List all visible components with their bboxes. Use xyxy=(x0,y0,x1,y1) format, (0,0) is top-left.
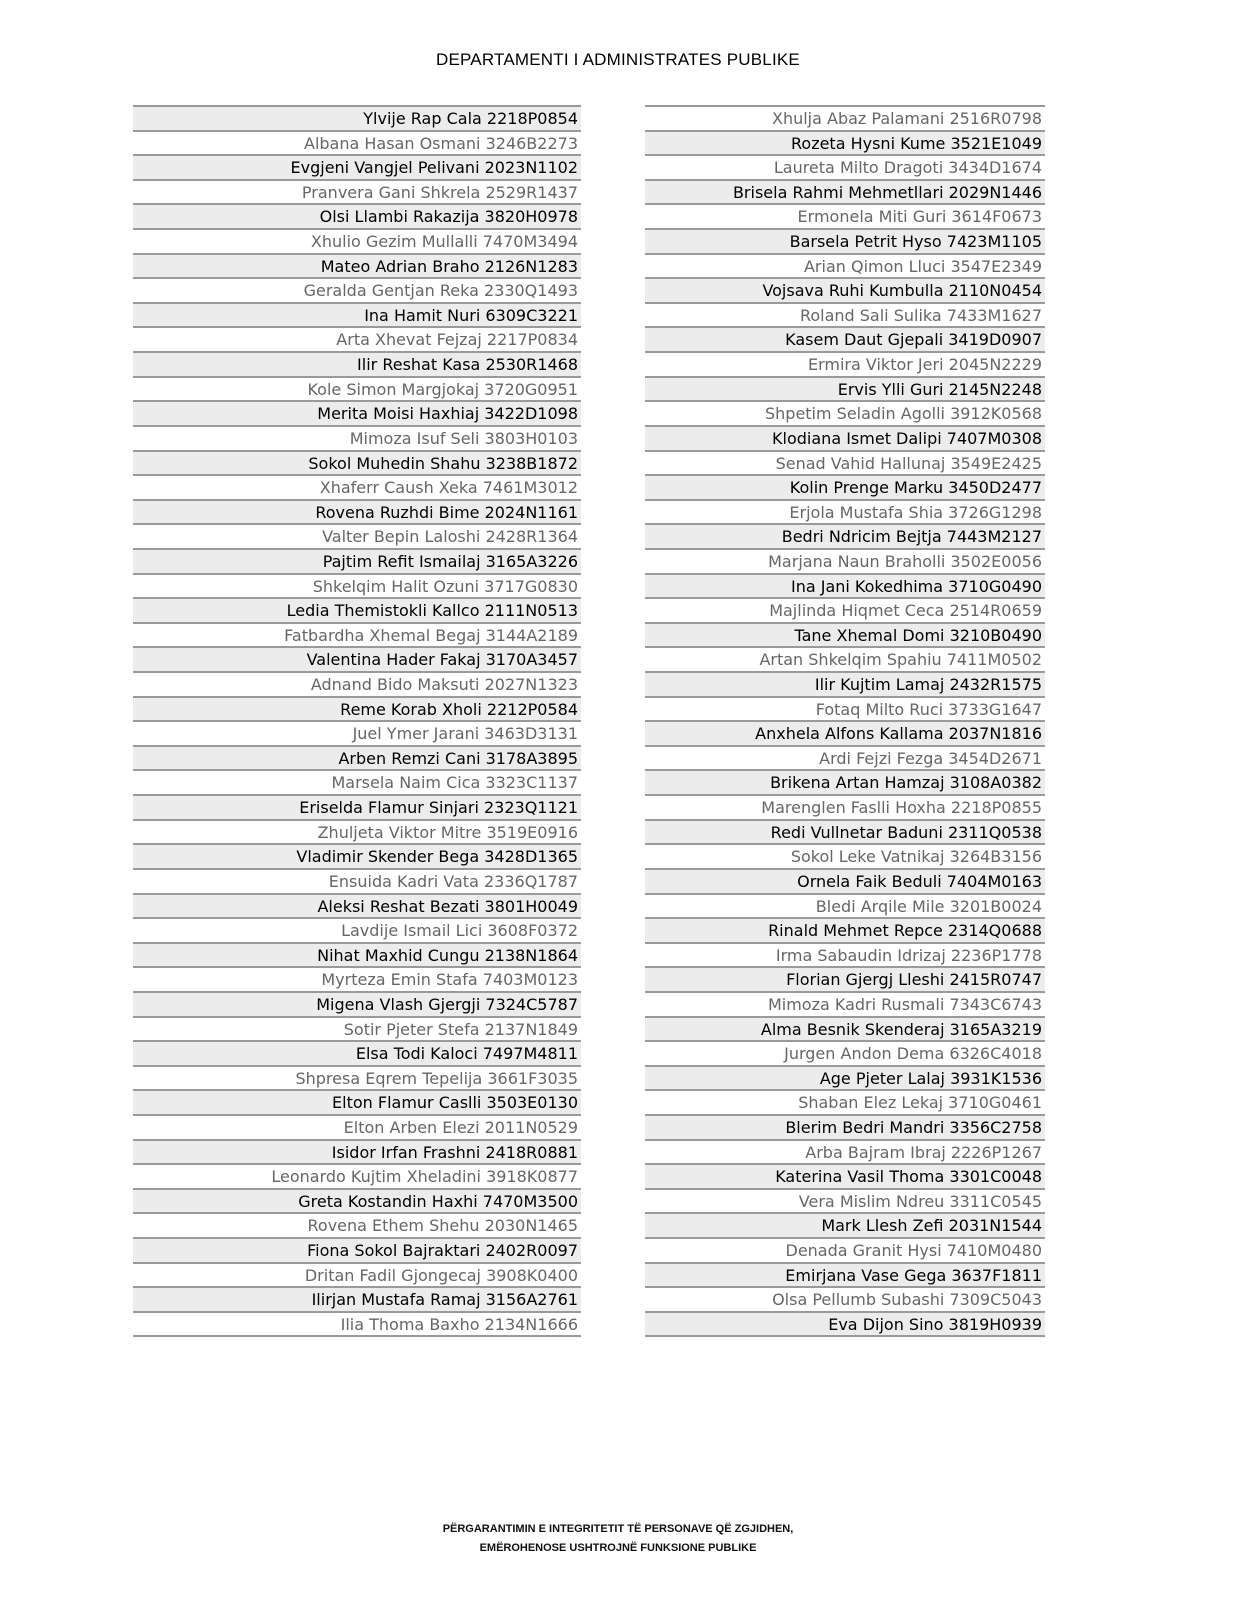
page-title: DEPARTAMENTI I ADMINISTRATES PUBLIKE xyxy=(436,50,800,69)
list-item: Olsa Pellumb Subashi 7309C5043 xyxy=(645,1288,1045,1313)
list-item: Vera Mislim Ndreu 3311C0545 xyxy=(645,1190,1045,1215)
list-item: Fiona Sokol Bajraktari 2402R0097 xyxy=(133,1239,581,1264)
list-item: Alma Besnik Skenderaj 3165A3219 xyxy=(645,1018,1045,1043)
list-item: Ina Jani Kokedhima 3710G0490 xyxy=(645,575,1045,600)
list-item: Nihat Maxhid Cungu 2138N1864 xyxy=(133,944,581,969)
list-item: Mark Llesh Zefi 2031N1544 xyxy=(645,1214,1045,1239)
list-item: Greta Kostandin Haxhi 7470M3500 xyxy=(133,1190,581,1215)
list-item: Zhuljeta Viktor Mitre 3519E0916 xyxy=(133,821,581,846)
list-item: Mimoza Kadri Rusmali 7343C6743 xyxy=(645,993,1045,1018)
footer-line-2: EMËROHENOSE USHTROJNË FUNKSIONE PUBLIKE xyxy=(479,1542,757,1554)
list-item: Ylvije Rap Cala 2218P0854 xyxy=(133,107,581,132)
list-item: Bledi Arqile Mile 3201B0024 xyxy=(645,895,1045,920)
list-item: Mateo Adrian Braho 2126N1283 xyxy=(133,255,581,280)
list-item: Majlinda Hiqmet Ceca 2514R0659 xyxy=(645,599,1045,624)
list-item: Denada Granit Hysi 7410M0480 xyxy=(645,1239,1045,1264)
list-item: Sokol Muhedin Shahu 3238B1872 xyxy=(133,452,581,477)
list-item: Juel Ymer Jarani 3463D3131 xyxy=(133,722,581,747)
list-item: Katerina Vasil Thoma 3301C0048 xyxy=(645,1165,1045,1190)
list-item: Sotir Pjeter Stefa 2137N1849 xyxy=(133,1018,581,1043)
list-item: Rovena Ruzhdi Bime 2024N1161 xyxy=(133,501,581,526)
list-item: Emirjana Vase Gega 3637F1811 xyxy=(645,1264,1045,1289)
footer-line-1: PËRGARANTIMIN E INTEGRITETIT TË PERSONAVE QË ZGJIDHEN, xyxy=(442,1523,794,1535)
list-item: Shpetim Seladin Agolli 3912K0568 xyxy=(645,402,1045,427)
list-item: Barsela Petrit Hyso 7423M1105 xyxy=(645,230,1045,255)
list-item: Shaban Elez Lekaj 3710G0461 xyxy=(645,1091,1045,1116)
list-item: Kasem Daut Gjepali 3419D0907 xyxy=(645,328,1045,353)
list-item: Rozeta Hysni Kume 3521E1049 xyxy=(645,132,1045,157)
list-item: Ilia Thoma Baxho 2134N1666 xyxy=(133,1313,581,1338)
list-item: Xhaferr Caush Xeka 7461M3012 xyxy=(133,476,581,501)
list-item: Xhulio Gezim Mullalli 7470M3494 xyxy=(133,230,581,255)
list-item: Fotaq Milto Ruci 3733G1647 xyxy=(645,698,1045,723)
list-item: Pranvera Gani Shkrela 2529R1437 xyxy=(133,181,581,206)
list-item: Pajtim Refit Ismailaj 3165A3226 xyxy=(133,550,581,575)
list-item: Evgjeni Vangjel Pelivani 2023N1102 xyxy=(133,156,581,181)
list-item: Reme Korab Xholi 2212P0584 xyxy=(133,698,581,723)
list-item: Ilir Kujtim Lamaj 2432R1575 xyxy=(645,673,1045,698)
list-item: Elsa Todi Kaloci 7497M4811 xyxy=(133,1042,581,1067)
list-item: Tane Xhemal Domi 3210B0490 xyxy=(645,624,1045,649)
list-item: Laureta Milto Dragoti 3434D1674 xyxy=(645,156,1045,181)
list-item: Dritan Fadil Gjongecaj 3908K0400 xyxy=(133,1264,581,1289)
list-item: Senad Vahid Hallunaj 3549E2425 xyxy=(645,452,1045,477)
list-item: Valentina Hader Fakaj 3170A3457 xyxy=(133,648,581,673)
list-item: Adnand Bido Maksuti 2027N1323 xyxy=(133,673,581,698)
list-item: Eva Dijon Sino 3819H0939 xyxy=(645,1313,1045,1338)
list-item: Florian Gjergj Lleshi 2415R0747 xyxy=(645,968,1045,993)
list-item: Shkelqim Halit Ozuni 3717G0830 xyxy=(133,575,581,600)
list-item: Ledia Themistokli Kallco 2111N0513 xyxy=(133,599,581,624)
list-item: Vojsava Ruhi Kumbulla 2110N0454 xyxy=(645,279,1045,304)
list-item: Albana Hasan Osmani 3246B2273 xyxy=(133,132,581,157)
list-item: Bedri Ndricim Bejtja 7443M2127 xyxy=(645,525,1045,550)
list-item: Blerim Bedri Mandri 3356C2758 xyxy=(645,1116,1045,1141)
list-item: Xhulja Abaz Palamani 2516R0798 xyxy=(645,107,1045,132)
list-item: Redi Vullnetar Baduni 2311Q0538 xyxy=(645,821,1045,846)
list-item: Elton Flamur Caslli 3503E0130 xyxy=(133,1091,581,1116)
list-item: Ardi Fejzi Fezga 3454D2671 xyxy=(645,747,1045,772)
list-item: Brisela Rahmi Mehmetllari 2029N1446 xyxy=(645,181,1045,206)
list-item: Leonardo Kujtim Xheladini 3918K0877 xyxy=(133,1165,581,1190)
list-item: Kole Simon Margjokaj 3720G0951 xyxy=(133,378,581,403)
list-item: Ornela Faik Beduli 7404M0163 xyxy=(645,870,1045,895)
list-item: Anxhela Alfons Kallama 2037N1816 xyxy=(645,722,1045,747)
list-item: Marsela Naim Cica 3323C1137 xyxy=(133,771,581,796)
list-item: Ensuida Kadri Vata 2336Q1787 xyxy=(133,870,581,895)
list-item: Merita Moisi Haxhiaj 3422D1098 xyxy=(133,402,581,427)
list-item: Kolin Prenge Marku 3450D2477 xyxy=(645,476,1045,501)
footer xyxy=(0,1520,1236,1558)
list-item: Arta Xhevat Fejzaj 2217P0834 xyxy=(133,328,581,353)
list-item: Ermonela Miti Guri 3614F0673 xyxy=(645,205,1045,230)
list-item: Age Pjeter Lalaj 3931K1536 xyxy=(645,1067,1045,1092)
list-item: Olsi Llambi Rakazija 3820H0978 xyxy=(133,205,581,230)
list-item: Valter Bepin Laloshi 2428R1364 xyxy=(133,525,581,550)
list-item: Klodiana Ismet Dalipi 7407M0308 xyxy=(645,427,1045,452)
list-item: Ermira Viktor Jeri 2045N2229 xyxy=(645,353,1045,378)
list-item: Fatbardha Xhemal Begaj 3144A2189 xyxy=(133,624,581,649)
list-item: Sokol Leke Vatnikaj 3264B3156 xyxy=(645,845,1045,870)
list-item: Isidor Irfan Frashni 2418R0881 xyxy=(133,1141,581,1166)
list-item: Erjola Mustafa Shia 3726G1298 xyxy=(645,501,1045,526)
list-item: Lavdije Ismail Lici 3608F0372 xyxy=(133,919,581,944)
list-item: Vladimir Skender Bega 3428D1365 xyxy=(133,845,581,870)
list-item: Ervis Ylli Guri 2145N2248 xyxy=(645,378,1045,403)
list-item: Geralda Gentjan Reka 2330Q1493 xyxy=(133,279,581,304)
list-item: Arian Qimon Lluci 3547E2349 xyxy=(645,255,1045,280)
list-item: Marenglen Faslli Hoxha 2218P0855 xyxy=(645,796,1045,821)
list-item: Rinald Mehmet Repce 2314Q0688 xyxy=(645,919,1045,944)
list-item: Roland Sali Sulika 7433M1627 xyxy=(645,304,1045,329)
list-item: Marjana Naun Braholli 3502E0056 xyxy=(645,550,1045,575)
list-item: Ina Hamit Nuri 6309C3221 xyxy=(133,304,581,329)
list-item: Mimoza Isuf Seli 3803H0103 xyxy=(133,427,581,452)
list-item: Arba Bajram Ibraj 2226P1267 xyxy=(645,1141,1045,1166)
list-item: Myrteza Emin Stafa 7403M0123 xyxy=(133,968,581,993)
list-item: Ilir Reshat Kasa 2530R1468 xyxy=(133,353,581,378)
list-item: Shpresa Eqrem Tepelija 3661F3035 xyxy=(133,1067,581,1092)
list-item: Irma Sabaudin Idrizaj 2236P1778 xyxy=(645,944,1045,969)
list-item: Eriselda Flamur Sinjari 2323Q1121 xyxy=(133,796,581,821)
list-item: Rovena Ethem Shehu 2030N1465 xyxy=(133,1214,581,1239)
list-item: Elton Arben Elezi 2011N0529 xyxy=(133,1116,581,1141)
list-item: Aleksi Reshat Bezati 3801H0049 xyxy=(133,895,581,920)
list-item: Arben Remzi Cani 3178A3895 xyxy=(133,747,581,772)
names-column-right xyxy=(645,105,1045,1337)
list-item: Brikena Artan Hamzaj 3108A0382 xyxy=(645,771,1045,796)
list-item: Jurgen Andon Dema 6326C4018 xyxy=(645,1042,1045,1067)
list-item: Migena Vlash Gjergji 7324C5787 xyxy=(133,993,581,1018)
list-item: Artan Shkelqim Spahiu 7411M0502 xyxy=(645,648,1045,673)
list-item: Ilirjan Mustafa Ramaj 3156A2761 xyxy=(133,1288,581,1313)
names-column-left xyxy=(133,105,581,1337)
